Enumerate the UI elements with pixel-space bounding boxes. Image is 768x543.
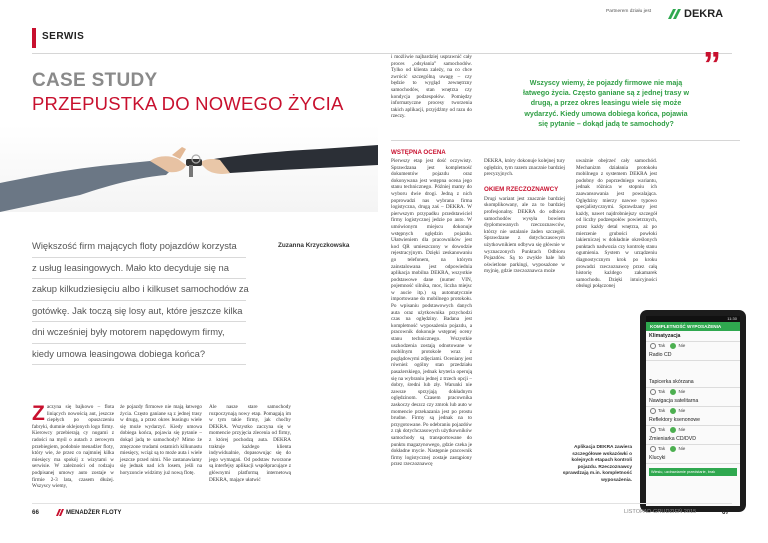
radio-selected-icon[interactable] — [670, 408, 676, 414]
phone-options — [646, 445, 740, 453]
kicker: CASE STUDY — [32, 70, 158, 91]
option-yes: Tak — [658, 343, 666, 348]
hero-photo — [0, 125, 378, 212]
hands-keys-image — [0, 125, 378, 212]
phone-row-label: Radio CD — [646, 350, 740, 361]
phone-row-label: Nawigacja satelitarna — [646, 396, 740, 407]
dekra-logo-text: DEKRA — [684, 8, 724, 20]
body-text: DEKRA, który dokonuje kolejnej tury oględzin, tym razem znacznie bardziej precyzyjnych. — [484, 158, 565, 178]
lead-line: dni wcześniej były motorem napędowym firmy, — [32, 322, 246, 344]
body-column-4 — [391, 158, 472, 468]
phone-notes-field[interactable]: Wiesiu, uzdrawiamie przedstarie, brak — [649, 468, 737, 476]
option-yes: Tak — [658, 427, 666, 432]
radio-icon[interactable] — [650, 446, 656, 452]
section-marker — [32, 28, 36, 48]
section-heading: WSTĘPNA OCENA — [391, 149, 446, 156]
option-yes: Tak — [658, 446, 666, 451]
phone-row-label: Tapicerka skórzana — [646, 377, 740, 388]
lead-line: kiedy umowa leasingowa dobiega końca? — [32, 344, 246, 366]
radio-selected-icon[interactable] — [670, 446, 676, 452]
radio-icon[interactable] — [650, 343, 656, 349]
body-column-4-top — [391, 54, 472, 120]
option-no: Nie — [678, 389, 686, 394]
phone-row-label: Reflektory ksenonowe — [646, 415, 740, 426]
phone-status-bar: 11:30 — [646, 316, 740, 322]
phone-app-bar: KOMPLETNOŚĆ WYPOSAŻENIA — [646, 322, 740, 331]
option-no: Nie — [678, 343, 686, 348]
page-number-left: 66 — [32, 509, 39, 516]
dropcap: Z — [32, 402, 45, 425]
phone-spacer — [646, 361, 740, 377]
radio-icon[interactable] — [650, 389, 656, 395]
body-text: Ale nasze stare samochody rozpoczynają nowy etap. Pomagają im w tym takie firmy, jak choćby DEKRA. Wszystko zaczyna się w momencie przyjęcia zlecenia od firmy, z której pochodzą auta. DEKRA traktuje każdego klienta indywidualnie, dopasowując się do jego wymagań. Od podstaw tworzone są interfejsy aplikacji współpracujące z głównymi platformą internetową DEKRA, mające ułatwić — [209, 404, 291, 483]
body-column-5 — [484, 158, 565, 275]
magazine-logo-icon — [56, 509, 64, 516]
lead-line: gotówkę. Jak toczą się losy aut, które jeszcze kilka — [32, 301, 246, 323]
body-column-6 — [576, 158, 657, 290]
magazine-logo — [56, 509, 121, 516]
quote-mark: ” — [703, 44, 721, 85]
section-divider — [391, 140, 740, 141]
body-column-2 — [120, 404, 202, 477]
body-text: aczyna się bajkowo – flota liniących nowością aut, jeszcze ciepłych po opuszczeniu fabryki, dumnie oklejonych logo firmy. Kierowcy przebierają cy nogami z radości na myśl o autach z zerowym przebiegiem, podobnie menadżer floty, który wie, że przez co najmniej kilka miesięcy ma spokój z wizytami w serwisie. W zależności od rodzaju podpisanej umowy auto zostaje w firmie 2-3 lata, czasem dłużej. Wszyscy wiemy, — [32, 404, 114, 490]
section-heading: OKIEM RZECZOZNAWCY — [484, 185, 559, 193]
article-title: PRZEPUSTKA DO NOWEGO ŻYCIA — [32, 93, 344, 114]
body-column-1 — [32, 404, 114, 490]
pull-quote: Wszyscy wiemy, że pojazdy firmowe nie mają łatwego życia. Często ganiane są z jednej trasy w drugą, a przez okres leasingu wiele się może wydarzyć. Kiedy umowa dobiega końca, pojawia się pytanie – dokąd jadą te samochody? — [523, 79, 689, 128]
option-yes: Tak — [658, 389, 666, 394]
phone-caption: Aplikacja DEKRA zawiera szczegółowe wskazówki o kolejnych etapach kontroli pojazdu. Rzeczoznawcy sprawdzają m.in. kompletność wyposażenia. — [562, 445, 632, 483]
phone-options — [646, 388, 740, 396]
radio-icon[interactable] — [650, 427, 656, 433]
phone-options — [646, 342, 740, 350]
option-no: Nie — [678, 446, 686, 451]
lead-line: z usług leasingowych. Mało kto decyduje się na — [32, 258, 246, 280]
phone-row-label: Klimatyzacja — [646, 331, 740, 342]
page-number-right: 67 — [722, 509, 729, 516]
option-yes: Tak — [658, 408, 666, 413]
body-text: i możliwie najbardziej usprawnić cały proces „odsyłania” samochodów. Tylko od klienta zależy, na co chce zwrócić szczególną uwagę – czy będzie to wygląd zewnętrzny samochodów, stan wnętrza czy kondycja podzespołów. Pomiędzy informatyczne procesy tworzenia takich aplikacji, przyjdźmy od razu do rzeczy. — [391, 54, 472, 120]
phone-options — [646, 426, 740, 434]
lead-block — [32, 236, 249, 365]
magazine-name: MENADŻER FLOTY — [66, 509, 122, 516]
radio-selected-icon[interactable] — [670, 389, 676, 395]
lead-line: zakup kilkudziesięciu albo i kilkuset samochodów za — [32, 279, 246, 301]
body-column-3 — [209, 404, 291, 483]
body-text: Drugi wariant jest znacznie bardziej skomplikowany, ale za to bardziej profesjonalny. DEKRA do odbioru samochodów wysyła bowiem dyplomowanych rzeczoznawców, którzy nie ustalanie żaden szczegół. Sprawdzane z dotychczasowym użytkownikiem odbywa się głównie w wyznaczonych Punktach Odbioru Pojazdów. Są to zwykle hale lub oświetlone parkingi, wyposażone w myjnię, gdzie rzeczoznawca może — [484, 195, 565, 275]
phone-options — [646, 407, 740, 415]
section-label: SERWIS — [42, 31, 85, 42]
body-text: Pierwszy etap jest dość oczywisty. Sprawdzana jest kompletność dokumentów pojazdu oraz dokonywana jest wstępna ocena jego stanu technicznego. Później mamy do wyboru dwie drogi. Jedną z nich poprowadzi nas wybrana firma logistyczna, drugą zaś – DEKRA. W pierwszym przypadku przedstawiciel firmy logistycznej jedzie po auto. W umówionym miejscu dokonuje wstępnych oględzin pojazdu. Ułatwieniem dla pracowników jest kod QR umieszczony w dowodzie rejestracyjnym. Dzięki zeskanowaniu go telefonem, na którym zainstalowana jest odpowiednia aplikacja mobilna DEKRA, wszystkie podstawowe dane (numer VIN, pojemność silnika, moc, liczba miejsc w aucie itp.) są automatycznie importowane do mobilnego protokołu. Po wpisaniu podstawowych danych auta oraz użytkownika przychodzi czas na oględziny. Badana jest kompletność wyposażenia pojazdu, a pracownik dokonuje wstępnej oceny stanu technicznego. Wszystkie uszkodzenia zostają odnotowane w mobilnym protokole wraz z poglądowymi zdjęciami. Oceniany jest również ogólny stan przedziału pasażerskiego, jednak kryteria operują się na wybraniu jednej z trzech opcji – dobry, średni lub zły. Warunki nie zawsze sprzyjają dokładnym oględzinom. Czasem pracownika zaskoczy deszcz czy zmrok lub auto w momencie przekazania jest po prostu brudne. Firmy są jednak na to przygotowane. Po odebraniu pojazdów z rąk dotychczasowych użytkowników samochody są transportowane do punktu magazynowego, gdzie czeka je dokładne mycie. Następnie pracownik firmy logistycznej zostaje zastąpiony przez rzeczoznawcę — [391, 158, 472, 468]
phone-frame — [640, 310, 746, 512]
footer-rule — [32, 503, 732, 504]
radio-selected-icon[interactable] — [670, 343, 676, 349]
radio-selected-icon[interactable] — [670, 427, 676, 433]
phone-row-label: Klucyki — [646, 453, 740, 464]
lead-line: Większość firm mających floty pojazdów korzysta — [32, 236, 246, 258]
body-text: uważnie obejrzeć cały samochód. Mechanizm działania protokołu mobilnego z systemem DEKRA jest podobny do poprzedniego wariantu, jednak różnica w stopniu ich zaawansowania jest powalająca. Oględziny mierzy nawwe typowo specjalistycznymi. Sprawdzany jest każdy, nawet najdrobniejszy szczegół od liczby podzespołów powietrznych, przez każdy detal wnętrza, aż po mierzenie grubości powłoki lakierniczej w dokładnie określonych punktach nadwozia czy kontrolę stanu ogumienia. System w urządzeniu diagnostycznym krok po kroku prowadzi rzeczoznawcę przez całą historię każdego zakamarek samochodu. Dzięki intuicyjności obsługi połączonej — [576, 158, 657, 290]
dekra-logo-icon — [668, 9, 682, 19]
radio-icon[interactable] — [650, 408, 656, 414]
issue-label: LISTOPAD-GRUDZIEŃ 2015 — [624, 509, 697, 515]
phone-row-label: Zmieniarka CD/DVD — [646, 434, 740, 445]
option-no: Nie — [678, 408, 686, 413]
partner-label: Partnerem działu jest — [606, 9, 652, 14]
phone-screen — [646, 316, 740, 506]
body-text: że pojazdy firmowe nie mają łatwego życia. Często ganiane są z jednej trasy w drugą, a przez okres leasingu wiele się może wydarzyć. Kiedy umowa dobiega końca, pojawia się pytanie – dokąd jadą te samochody? Mimo że zmęczone trudami ostatnich kilkunastu miesięcy, wciąż są to może auta i wiele jeszcze przed nimi. Nie zastanawiamy się jednak nad ich losem, jeśli na horyzoncie widzimy już nową flotę. — [120, 404, 202, 476]
author: Zuzanna Krzyczkowska — [278, 242, 350, 249]
header-rule — [32, 53, 732, 54]
dekra-logo — [668, 8, 723, 20]
option-no: Nie — [678, 427, 686, 432]
